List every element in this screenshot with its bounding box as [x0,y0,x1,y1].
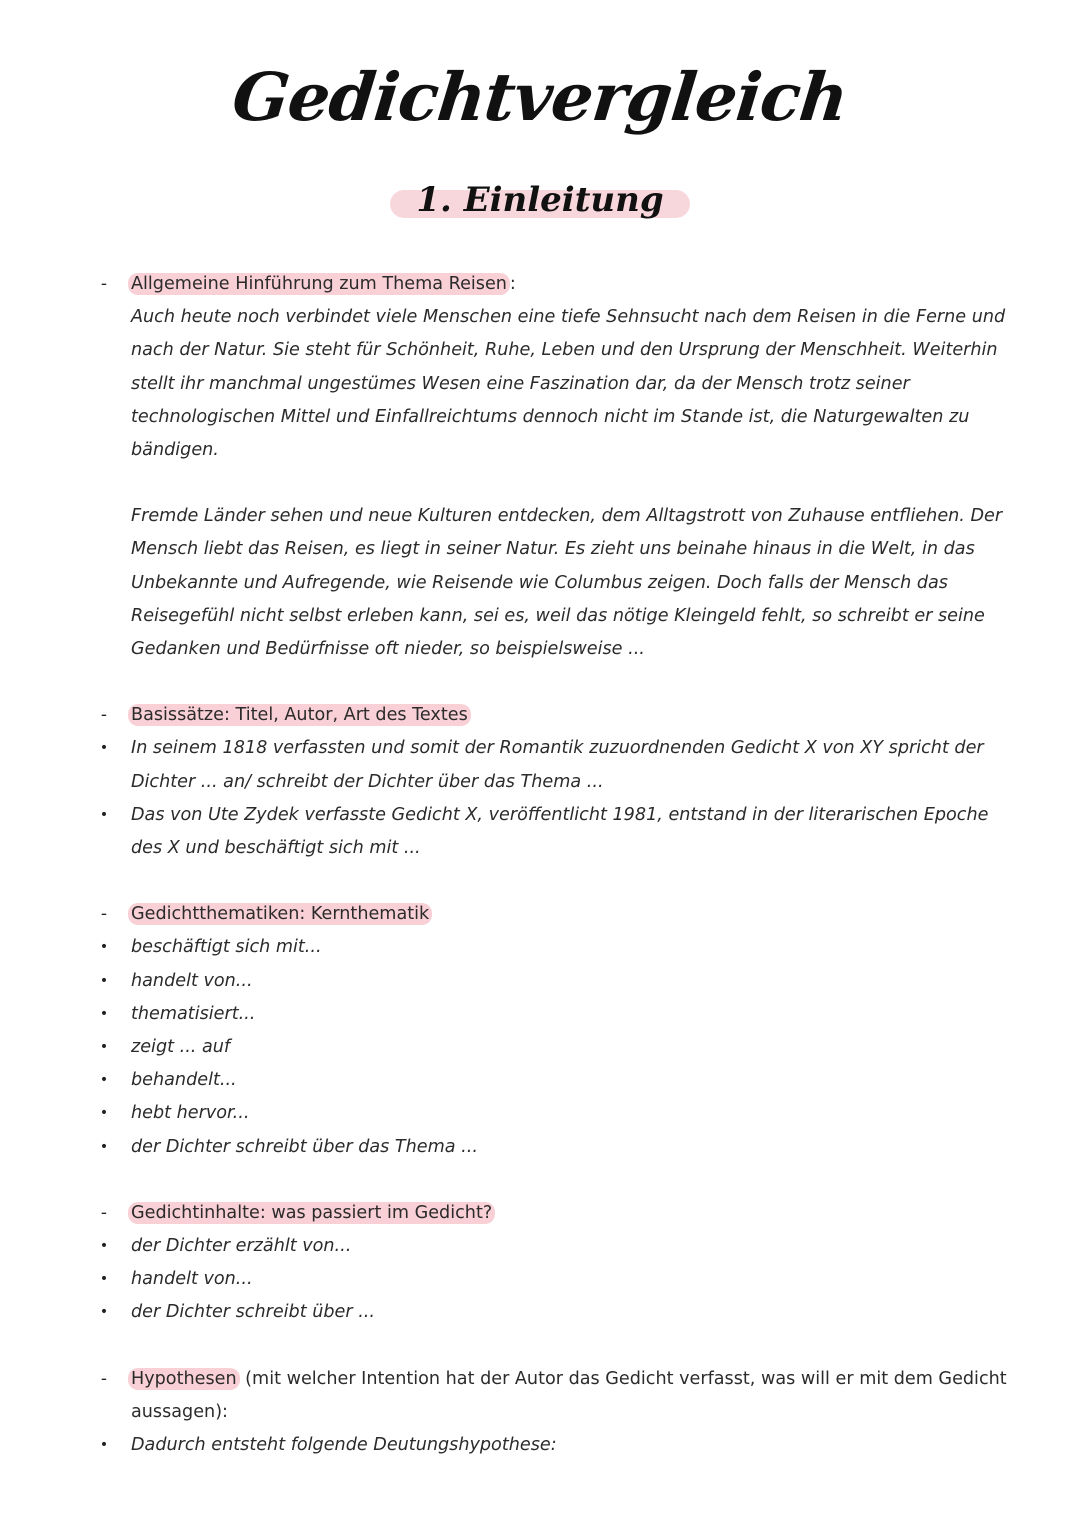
inhalte-heading: Gedichtinhalte: was passiert im Gedicht? [128,1202,495,1224]
intro-heading-row [0,268,1080,301]
list-item [0,1263,1080,1296]
themen-item-text: handelt von... [131,970,253,991]
list-item [0,1131,1080,1164]
bullet-marker: • [99,1039,109,1056]
intro-paragraph-2: Fremde Länder sehen und neue Kulturen entdecken, dem Alltagstrott von Zuhause entfliehen. Der Mensch liebt das Reisen, es liegt in seiner Natur. Es zieht uns beinahe hinaus in die Welt, in das Unbekannte und Aufregende, wie Reisende wie Columbus zeigen. Doch falls der Mensch das Reisegefühl nicht selbst erleben kann, sei es, weil das nötige Kleingeld fehlt, so schreibt er seine Gedanken und Bedürfnisse oft nieder, so beispielsweise ... [131,506,1003,660]
hypothesen-heading-row [0,1363,1080,1429]
themen-item-text: beschäftigt sich mit... [131,937,322,958]
themen-item-text: hebt hervor... [131,1103,250,1124]
bullet-marker: • [99,1105,109,1122]
hypothesen-heading-suffix: (mit welcher Intention hat der Autor das Gedicht verfasst, was will er mit dem Gedicht aussagen): [131,1368,1007,1422]
page-title: Gedichtvergleich [228,58,852,136]
list-item [0,1097,1080,1130]
bullet-marker: • [99,1437,109,1454]
dash-marker: - [100,705,108,726]
basis-item-text: In seinem 1818 verfassten und somit der Romantik zuzuordnenden Gedicht X von XY spricht der Dichter ... an/ schreibt der Dichter über das Thema ... [131,738,984,792]
list-item [0,732,1080,798]
list-item [0,965,1080,998]
inhalte-item-text: der Dichter erzählt von... [131,1236,352,1257]
hypothesen-heading: Hypothesen [128,1368,240,1390]
inhalte-item-text: handelt von... [131,1269,253,1290]
bullet-marker: • [99,1072,109,1089]
themen-item-text: behandelt... [131,1070,237,1091]
intro-heading-suffix: : [509,274,516,294]
list-item [0,799,1080,865]
basis-heading: Basissätze: Titel, Autor, Art des Textes [128,704,471,726]
subtitle-wrapper [0,178,1080,222]
bullet-marker: • [99,1271,109,1288]
bullet-marker: • [99,1005,109,1022]
list-item [0,1429,1080,1462]
dash-marker: - [100,1202,108,1223]
list-item [0,1230,1080,1263]
bullet-marker: • [99,1138,109,1155]
list-item [0,931,1080,964]
inhalte-item-text: der Dichter schreibt über ... [131,1302,375,1323]
list-item [0,998,1080,1031]
intro-heading: Allgemeine Hinführung zum Thema Reisen [128,273,510,295]
intro-paragraph-1: Auch heute noch verbindet viele Menschen eine tiefe Sehnsucht nach dem Reisen in die Ferne und nach der Natur. Sie steht für Schönheit, Ruhe, Leben und den Ursprung der Menschheit. Weiterhin stellt ihr manchmal ungestümes Wesen eine Faszination dar, da der Mensch trotz seiner technologischen Mittel und Einfallreichtums dennoch nicht im Stande ist, die Naturgewalten zu bändigen. [131,307,1006,461]
dash-marker: - [100,274,108,294]
list-item [0,1064,1080,1097]
dash-marker: - [100,904,108,925]
bullet-marker: • [99,806,109,823]
document-body [0,268,1080,1462]
themen-heading-row [0,898,1080,931]
bullet-marker: • [99,939,109,956]
bullet-marker: • [99,1304,109,1321]
themen-item-text: der Dichter schreibt über das Thema ... [131,1136,478,1157]
themen-heading: Gedichtthematiken: Kernthematik [128,903,432,925]
themen-item-text: thematisiert... [131,1003,256,1024]
dash-marker: - [100,1368,108,1389]
bullet-marker: • [99,1238,109,1255]
inhalte-heading-row [0,1197,1080,1230]
hypothesen-item-text: Dadurch entsteht folgende Deutungshypothese: [131,1435,557,1456]
list-item [0,1296,1080,1329]
bullet-marker: • [99,740,109,757]
basis-item-text: Das von Ute Zydek verfasste Gedicht X, veröffentlicht 1981, entstand in der literarischen Epoche des X und beschäftigt sich mit ... [131,804,989,859]
list-item [0,1031,1080,1064]
themen-item-text: zeigt ... auf [131,1037,231,1058]
basis-heading-row [0,699,1080,732]
bullet-marker: • [99,972,109,989]
section-subtitle: 1. Einleitung [390,178,689,222]
